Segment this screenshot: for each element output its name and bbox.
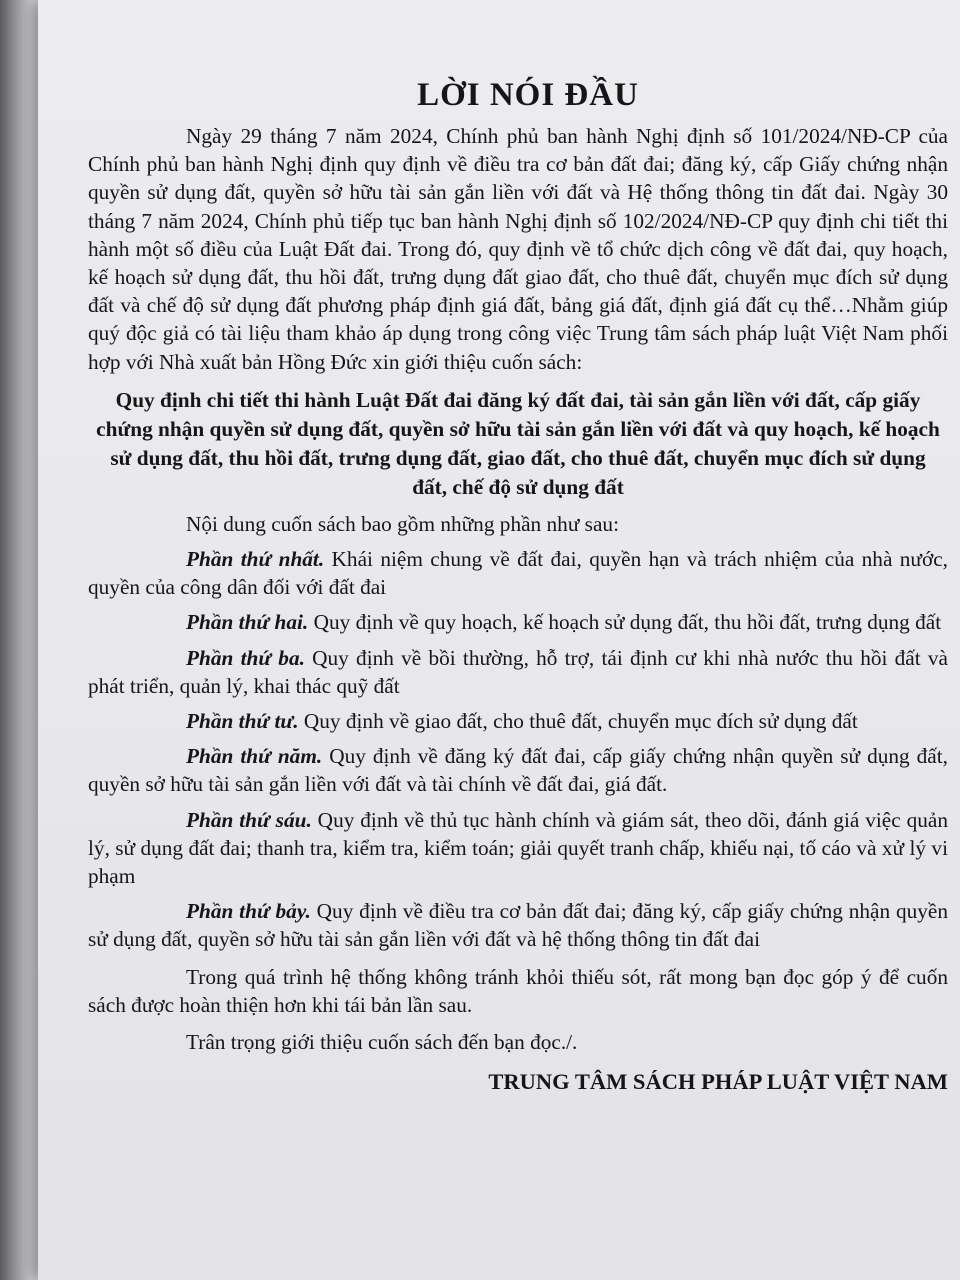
section-label: Phần thứ năm.: [186, 744, 323, 769]
page-title: LỜI NÓI ĐẦU: [417, 77, 639, 113]
section-label: Phần thứ nhất.: [186, 547, 325, 572]
section-text: Quy định về giao đất, cho thuê đất, chuyển mục đích sử dụng đất: [298, 709, 858, 734]
section-text: Quy định về đăng ký đất đai, cấp giấy chứng nhận quyền sử dụng đất, quyền sở hữu tài sản gắn liền với đất và tài chính về đất đai, giá đất.: [88, 744, 948, 797]
section-3: [88, 644, 948, 700]
section-1: [88, 545, 948, 601]
section-label: Phần thứ hai.: [186, 610, 309, 635]
intro-paragraph: Ngày 29 tháng 7 năm 2024, Chính phủ ban hành Nghị định số 101/2024/NĐ-CP của Chính phủ ban hành Nghị định quy định về điều tra cơ bản đất đai; đăng ký, cấp Giấy chứng nhận quyền sử dụng đất, quyền sở hữu tài sản gắn liền với đất và Hệ thống thông tin đất đai. Ngày 30 tháng 7 năm 2024, Chính phủ tiếp tục ban hành Nghị định số 102/2024/NĐ-CP quy định chi tiết thi hành một số điều của Luật Đất đai. Trong đó, quy định về tổ chức dịch công về đất đai, quy hoạch, kế hoạch sử dụng đất, thu hồi đất, trưng dụng đất giao đất, cho thuê đất, chuyển mục đích sử dụng đất và chế độ sử dụng đất phương pháp định giá đất, bảng giá đất, định giá đất cụ thể…Nhằm giúp quý độc giả có tài liệu tham khảo áp dụng trong công việc Trung tâm sách pháp luật Việt Nam phối hợp với Nhà xuất bản Hồng Đức xin giới thiệu cuốn sách:: [88, 124, 948, 374]
show-through-text: [418, 40, 426, 74]
section-6: [88, 806, 948, 891]
book-title: Quy định chi tiết thi hành Luật Đất đai đăng ký đất đai, tài sản gắn liền với đất, cấp giấy chứng nhận quyền sử dụng đất, quyền sở hữu tài sản gắn liền với đất và quy hoạch, kế hoạch sử dụng đất, thu hồi đất, trưng dụng đất, giao đất, cho thuê đất, chuyển mục đích sử dụng đất, chế độ sử dụng đất: [96, 387, 940, 499]
section-label: Phần thứ bảy.: [186, 899, 311, 924]
section-text: Quy định về điều tra cơ bản đất đai; đăng ký, cấp giấy chứng nhận quyền sử dụng đất, quyền sở hữu tài sản gắn liền với đất và hệ thống thông tin đất đai: [88, 899, 948, 952]
section-text: Khái niệm chung về đất đai, quyền hạn và trách nhiệm của nhà nước, quyền của công dân đối với đất đai: [88, 547, 949, 600]
thanks-line: Trân trọng giới thiệu cuốn sách đến bạn đọc./.: [186, 1030, 578, 1055]
section-label: Phần thứ ba.: [186, 645, 305, 670]
signature: TRUNG TÂM SÁCH PHÁP LUẬT VIỆT NAM: [488, 1069, 948, 1095]
section-label: Phần thứ sáu.: [186, 807, 312, 832]
section-text: Quy định về quy hoạch, kế hoạch sử dụng đất, thu hồi đất, trưng dụng đất: [308, 610, 942, 635]
section-2: [88, 608, 948, 636]
section-4: [88, 707, 948, 735]
book-page: [38, 0, 960, 1280]
section-text: Quy định về bồi thường, hỗ trợ, tái định cư khi nhà nước thu hồi đất và phát triển, quản lý, khai thác quỹ đất: [88, 645, 948, 698]
contents-intro: Nội dung cuốn sách bao gồm những phần như sau:: [186, 511, 619, 536]
page-content: [88, 70, 948, 1096]
section-7: [88, 897, 948, 953]
section-5: [88, 742, 948, 798]
section-text: Quy định về thủ tục hành chính và giám sát, theo dõi, đánh giá việc quản lý, sử dụng đất đai; thanh tra, kiểm tra, kiểm toán; giải quyết tranh chấp, khiếu nại, tố cáo và xử lý vi phạm: [88, 807, 948, 889]
closing-paragraph: Trong quá trình hệ thống không tránh khỏi thiếu sót, rất mong bạn đọc góp ý để cuốn sách được hoàn thiện hơn khi tái bản lần sau.: [88, 964, 948, 1017]
section-label: Phần thứ tư.: [186, 709, 299, 734]
